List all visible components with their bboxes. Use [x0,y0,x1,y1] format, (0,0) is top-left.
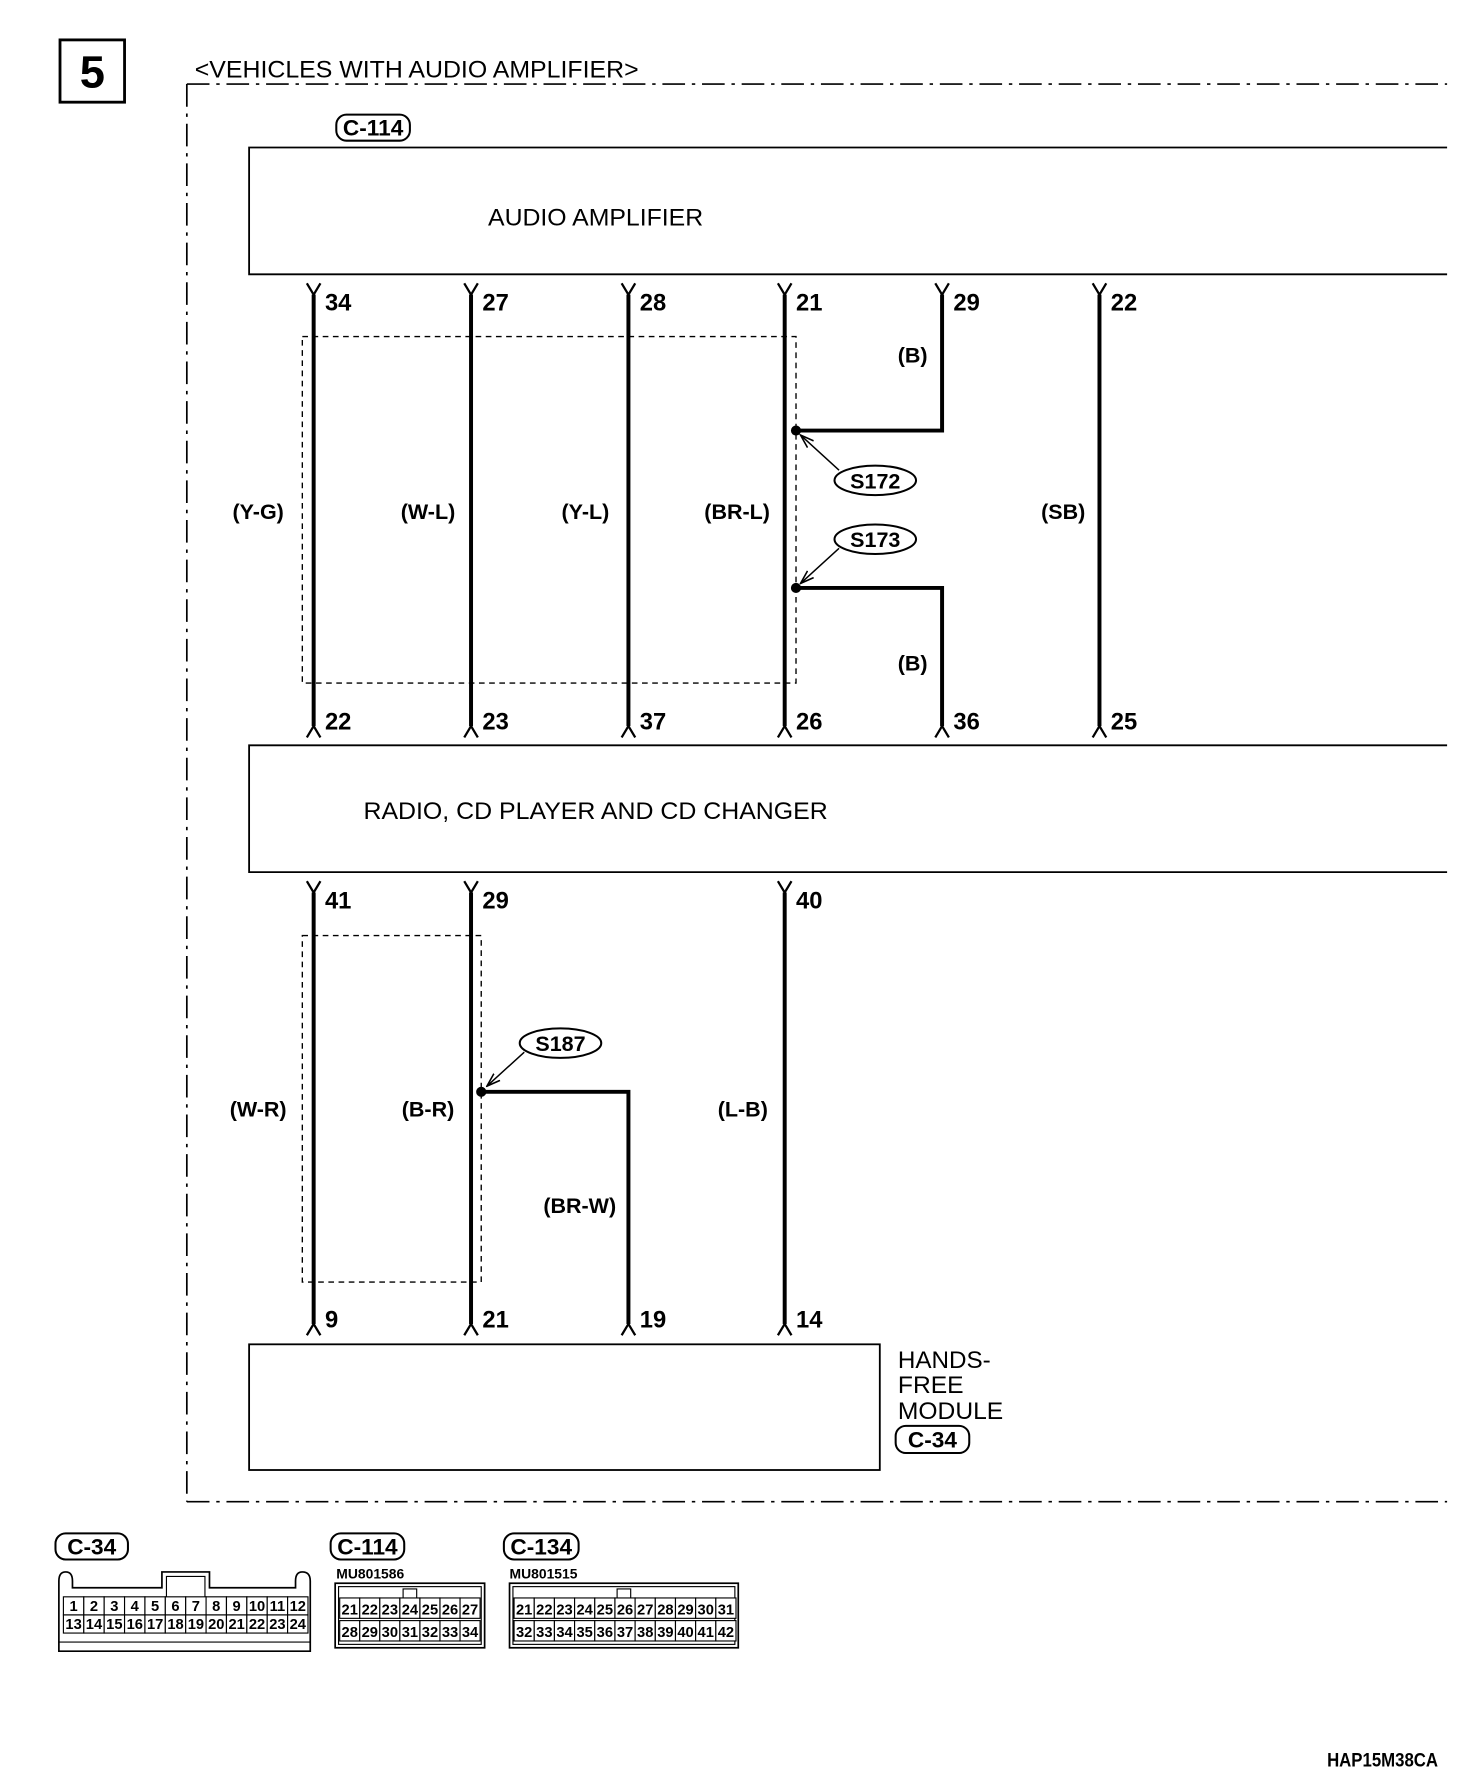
pin-number: 2 [89,1598,99,1615]
audio-amplifier [249,115,1447,275]
connector-id: C-134 [510,1534,573,1560]
pin-number: 36 [596,1625,614,1642]
wire-l-b [718,881,824,1335]
wire-br-l [704,283,822,737]
module-pin-number: 21 [482,1306,509,1334]
diagram-title: <VEHICLES WITH AUDIO AMPLIFIER> [194,56,639,84]
pin-number: 25 [596,1602,614,1619]
radio-pin-number: 25 [1110,708,1138,736]
wire-color-label: (BR-W) [543,1193,617,1218]
terminal-mark [935,283,949,294]
pin-number: 32 [515,1625,533,1642]
splice-s187-branch [476,1028,666,1335]
part-number: MU801586 [336,1566,405,1582]
hands-free-module [249,1344,1003,1470]
amp-pin-number: 27 [482,289,509,317]
part-number: MU801515 [509,1566,578,1582]
wire-color-label: (SB) [1041,499,1086,524]
pin-number: 37 [616,1625,634,1642]
radio-pin-number: 40 [796,887,823,915]
connector-view-c-34 [55,1533,310,1651]
pin-number: 22 [248,1617,266,1634]
module-connector-id: C-34 [907,1427,957,1453]
amplifier-connector-id: C-114 [342,115,404,141]
section-number-box [60,40,125,102]
pin-grid [63,1597,308,1633]
pin-number: 19 [187,1617,205,1634]
pin-number: 22 [536,1602,553,1619]
pin-number: 28 [341,1625,358,1642]
connector-view-c-114 [331,1533,485,1647]
section-number: 5 [79,46,105,98]
splice-id: S173 [850,528,901,553]
module-label-line: HANDS- [897,1347,991,1375]
terminal-mark [464,283,478,294]
pin-number: 7 [191,1598,200,1615]
splice-point [791,425,801,435]
terminal-mark [464,881,478,892]
pin-number: 23 [269,1617,286,1634]
terminal-mark [622,726,636,737]
terminal-mark [307,283,321,294]
pin-number: 3 [110,1598,119,1615]
pin-number: 27 [461,1602,479,1619]
terminal-mark [464,726,478,737]
terminal-mark [307,1324,321,1335]
radio-pin-number: 36 [953,708,980,736]
pin-number: 5 [151,1598,160,1615]
pin-number: 21 [341,1602,358,1619]
amp-pin-number: 28 [639,289,667,317]
connector-id: C-34 [67,1534,117,1560]
pin-number: 31 [717,1602,735,1619]
terminal-mark [778,726,792,737]
pin-number: 6 [171,1598,180,1615]
wire-y-g [232,283,352,737]
splice-pointer-arrow [487,1052,524,1086]
splice-id: S187 [535,1032,586,1057]
radio-pin-number: 37 [639,708,667,736]
wire-w-l [401,283,509,737]
wire-color-label: (BR-L) [704,499,770,524]
terminal-mark [1093,726,1107,737]
module-label-line: MODULE [897,1398,1004,1426]
pin-number: 30 [381,1625,399,1642]
wire-color-label: (B-R) [401,1097,455,1122]
wire-w-r [230,881,352,1335]
splice-pointer-arrow [801,435,839,470]
splice-id: S172 [850,469,901,494]
amplifier-box [249,147,1447,274]
pin-number: 21 [515,1602,533,1619]
pin-number: 23 [556,1602,573,1619]
pin-number: 4 [130,1598,139,1615]
terminal-mark [778,283,792,294]
pin-number: 16 [126,1617,143,1634]
splice-pointer-arrow [801,548,839,583]
wire-color-label: (W-L) [400,499,456,524]
amp-pin-number: 22 [1110,289,1138,317]
terminal-mark [307,726,321,737]
radio-pin-number: 41 [324,887,352,915]
terminal-mark [1093,283,1107,294]
radio-pin-number: 23 [482,708,509,736]
pin-number: 1 [69,1598,78,1615]
pin-number: 15 [106,1617,123,1634]
pin-number: 14 [85,1617,103,1634]
splice-point [791,583,801,593]
terminal-mark [778,1324,792,1335]
radio-pin-number: 29 [482,887,509,915]
splice-point [476,1087,486,1097]
wire-sb [1041,283,1137,737]
module-box [249,1344,880,1470]
terminal-mark [307,881,321,892]
amp-pin-number: 29 [953,289,980,317]
pin-number: 11 [269,1598,286,1615]
pin-number: 24 [289,1617,306,1634]
shielded-cable-lower [302,936,481,1282]
pin-number: 23 [381,1602,399,1619]
pin-number: 35 [576,1625,593,1642]
amp-pin-number: 21 [796,289,823,317]
pin-number: 28 [657,1602,674,1619]
pin-number: 29 [677,1602,694,1619]
pin-number: 41 [697,1625,714,1642]
pin-number: 26 [441,1602,459,1619]
terminal-mark [935,726,949,737]
pin-number: 34 [556,1625,573,1642]
connector-view-c-134 [504,1533,738,1647]
pin-number: 33 [536,1625,553,1642]
module-label-line: FREE [897,1372,964,1400]
pin-number: 13 [65,1617,82,1634]
terminal-mark [622,1324,636,1335]
pin-number: 22 [361,1602,378,1619]
pin-number: 25 [421,1602,439,1619]
figure-code: HAP15M38CA [1327,1750,1439,1772]
pin-number: 40 [677,1625,694,1642]
pin-number: 26 [616,1602,634,1619]
wire-b-r [402,881,509,1335]
pin-number: 12 [289,1598,306,1615]
pin-number: 29 [361,1625,378,1642]
pin-number: 24 [401,1602,419,1619]
pin-number: 39 [657,1625,674,1642]
radio-cd-unit [249,745,1447,872]
terminal-mark [622,283,636,294]
splice-s173-branch [791,525,980,738]
pin-number: 21 [228,1617,245,1634]
wire-color-label: (B) [897,651,928,676]
module-pin-number: 9 [324,1306,339,1334]
pin-number: 42 [717,1625,735,1642]
pin-number: 34 [461,1625,479,1642]
wire-color-label: (Y-G) [232,499,284,524]
wire-color-label: (B) [897,343,928,368]
terminal-mark [778,881,792,892]
pin-number: 9 [232,1598,241,1615]
pin-number: 38 [637,1625,654,1642]
pin-number: 33 [441,1625,459,1642]
wire-color-label: (L-B) [717,1097,768,1122]
pin-number: 27 [637,1602,654,1619]
pin-number: 32 [421,1625,439,1642]
pin-number: 24 [576,1602,593,1619]
pin-number: 17 [146,1617,164,1634]
module-pin-number: 19 [639,1306,667,1334]
pin-number: 8 [212,1598,221,1615]
radio-pin-number: 22 [324,708,352,736]
radio-label: RADIO, CD PLAYER AND CD CHANGER [363,797,828,825]
amp-pin-number: 34 [324,289,352,317]
amplifier-label: AUDIO AMPLIFIER [488,204,704,232]
module-pin-number: 14 [796,1306,823,1334]
pin-number: 18 [167,1617,184,1634]
pin-number: 20 [208,1617,225,1634]
wire-color-label: (Y-L) [561,499,610,524]
radio-pin-number: 26 [796,708,823,736]
pin-number: 31 [401,1625,419,1642]
wire-color-label: (W-R) [229,1097,287,1122]
terminal-mark [464,1324,478,1335]
connector-id: C-114 [337,1534,398,1560]
pin-number: 10 [248,1598,266,1615]
pin-number: 30 [697,1602,714,1619]
wire-y-l [562,283,667,737]
